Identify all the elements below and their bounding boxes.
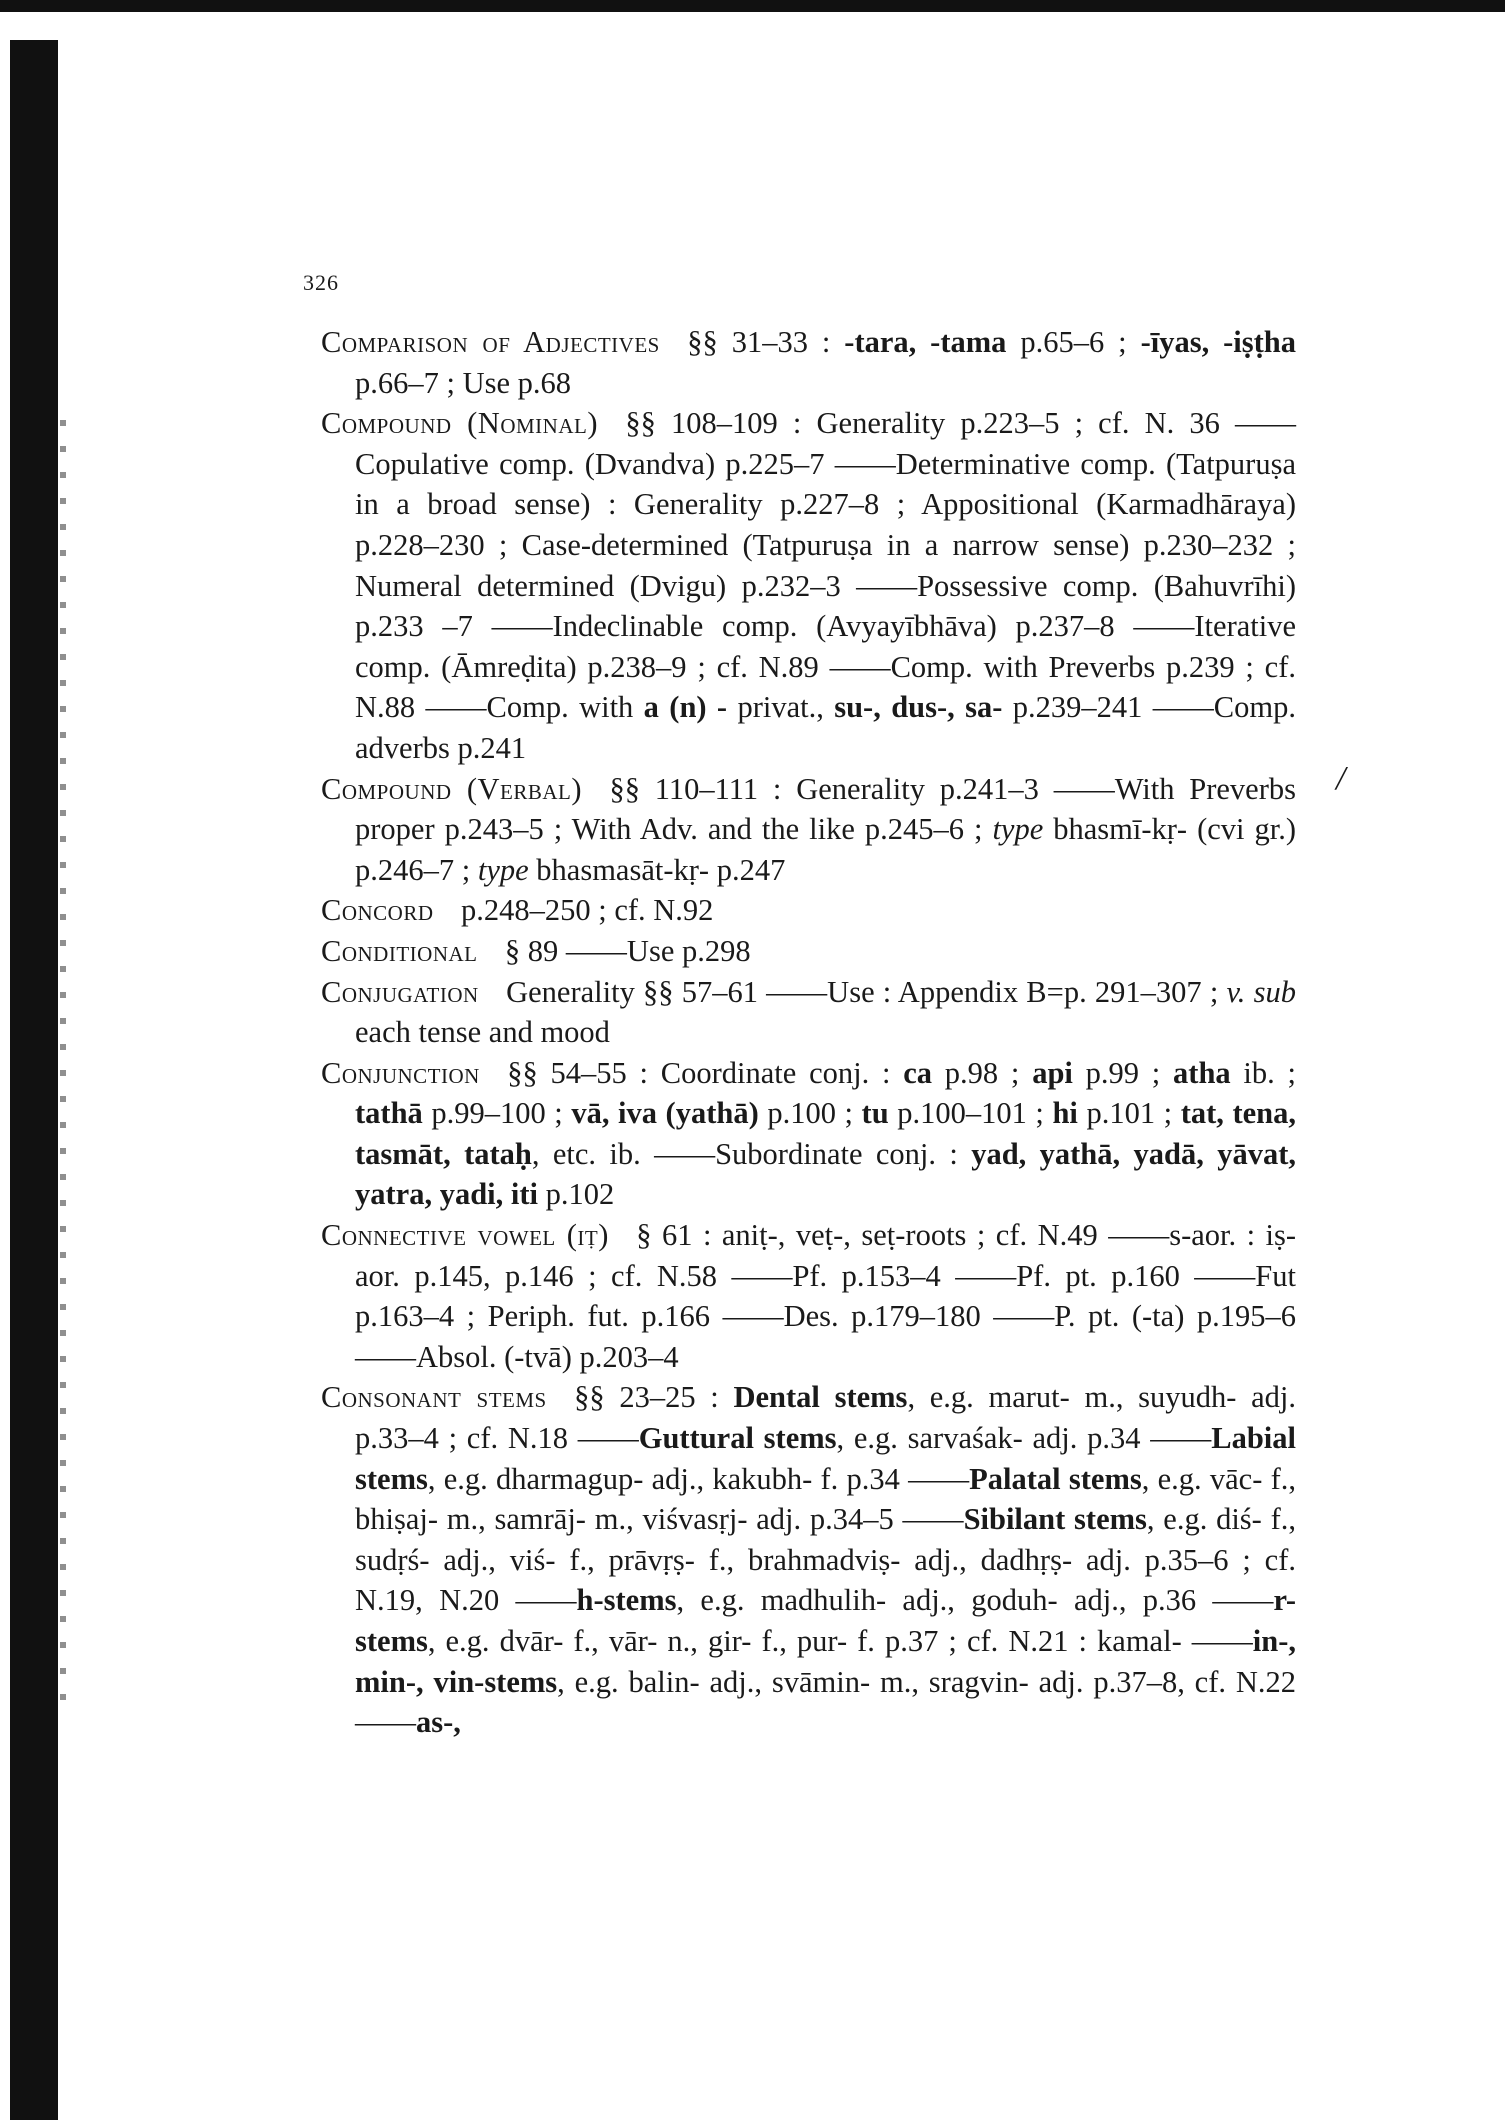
entry-text: §§ 108–109 : Generality p.223–5 ; cf. N. 36 ——Copulative comp. (Dvandva) p.225–7 ——Determinative comp. (Tatpuruṣa in a broad sense) : Generality p.227–8 ; Appositional (Karmadhāraya) p.228–230 ; Case-determined (Tatpuruṣa in a narrow sense) p.230–232 ; Numeral determined (Dvigu) p.232–3 ——Possessive comp. (Bahuvrīhi) p.233 –7 ——Indeclinable comp. (Avyayībhāva) p.237–8 ——Iterative comp. (Āmreḍita) p.238–9 ; cf. N.89 ——Comp. with Preverbs p.239 ; cf. N.88 ——Comp. with [355,406,1297,725]
bold-term: Dental stems [733,1380,908,1415]
entry-text: ib. ; [1230,1055,1297,1090]
bold-term: api [1032,1055,1073,1090]
entry-text: p.100 ; [758,1096,862,1131]
entry-text: , e.g. sarvaśak- adj. p.34 —— [836,1421,1212,1456]
entry-text: bhasmī-kṛ- (cvi gr.) p.246–7 ; [355,812,1296,887]
bold-term: tathā [355,1096,423,1131]
index-entry [321,1215,1296,1377]
bold-term: hi [1052,1096,1078,1131]
entry-text: p.248–250 ; cf. N.92 [460,893,714,928]
index-entry [321,769,1296,891]
entry-text: p.98 ; [932,1055,1033,1090]
entry-heading: Comparison of Adjectives [321,325,660,359]
entry-text: p.99 ; [1072,1055,1174,1090]
scan-top-border [0,0,1505,12]
entry-heading: Consonant stems [321,1380,547,1415]
entry-heading: Conditional [321,933,478,968]
bold-term: -tara, -tama [844,325,1007,359]
index-entry [321,322,1296,403]
entry-text: , e.g. vāc- f., bhiṣaj- m., samrāj- m., viśvasṛj- adj. p.34–5 —— [355,1461,1297,1537]
bold-term: tu [861,1096,889,1131]
entry-text: , etc. ib. ——Subordinate conj. : [531,1136,972,1171]
entry-text: p.101 ; [1077,1096,1181,1131]
entry-heading: Conjunction [321,1055,480,1090]
entry-heading: Concord [321,893,434,928]
entry-text: §§ 54–55 : Coordinate conj. : [507,1055,904,1090]
entry-heading: Connective vowel (iṭ) [321,1218,609,1253]
bold-term: ca [903,1055,933,1090]
index-entry [321,890,1296,931]
entry-text: each tense and mood [355,1015,610,1050]
italic-term: type [992,812,1044,847]
entry-text: , e.g. marut- m., suyudh- adj. p.33–4 ; cf. N.18 —— [355,1380,1297,1456]
bold-term: Palatal stems [969,1461,1142,1496]
index-entry [321,1053,1296,1215]
italic-term: type [477,852,529,887]
entry-text: p.102 [538,1177,615,1212]
bold-term: tat, tena, tasmāt, tataḥ [355,1096,1296,1171]
entry-text: , e.g. balin- adj., svāmin- m., sragvin- adj. p.37–8, cf. N.22 —— [355,1664,1296,1740]
entry-text: , e.g. dharmagup- adj., kakubh- f. p.34 —— [427,1461,970,1496]
entry-heading: Compound (Verbal) [321,771,583,806]
entry-text: p.99–100 ; [422,1096,572,1131]
bold-term: vā, iva (yathā) [571,1096,759,1131]
page-number: 326 [303,270,339,295]
bold-term: Sibilant stems [963,1502,1147,1537]
entry-text: , e.g. madhulih- adj., goduh- adj., p.36 —— [676,1583,1274,1618]
bold-term: su-, dus-, sa- [834,690,1003,725]
bold-term: r-stems [355,1583,1296,1658]
entry-text: §§ 31–33 : [687,325,845,359]
entry-text: p.100–101 ; [888,1096,1053,1131]
scan-edge-specks [60,420,66,1720]
index-entry [321,403,1296,768]
bold-term: atha [1173,1055,1231,1090]
entry-text: , e.g. dvār- f., vār- n., gir- f., pur- f. p.37 ; cf. N.21 : kamal- —— [427,1624,1253,1658]
bold-term: h-stems [576,1583,677,1618]
entry-text: §§ 110–111 : Generality p.241–3 ——With Preverbs proper p.243–5 ; With Adv. and the like p.245–6 ; [355,771,1296,847]
entry-text: p.65–6 ; [1006,325,1141,359]
index-entry [321,972,1296,1053]
entry-text: privat., [727,690,835,725]
entry-text: § 61 : aniṭ-, veṭ-, seṭ-roots ; cf. N.49 ——s-aor. : iṣ-aor. p.145, p.146 ; cf. N.58 ——Pf. p.153–4 ——Pf. pt. p.160 ——Fut p.163–4 ; Periph. fut. p.166 ——Des. p.179–180 ——P. pt. (-ta) p.195–6 ——Absol. (-tvā) p.203–4 [355,1218,1296,1374]
bold-term: as-, [416,1705,461,1740]
entry-text: p.239–241 ——Comp. adverbs p.241 [355,690,1296,765]
bold-term: Labial stems [355,1421,1296,1496]
bold-term: -īyas, -iṣṭha [1140,325,1296,359]
entry-text: bhasmasāt-kṛ- p.247 [528,852,786,887]
entry-text: §§ 23–25 : [574,1380,734,1415]
italic-term: v. sub [1226,974,1296,1009]
bold-term: a (n) - [643,690,728,725]
index-entry [321,1377,1296,1742]
entry-text: , e.g. diś- f., sudṛś- adj., viś- f., prāvṛṣ- f., brahmadviṣ- adj., dadhṛṣ- adj. p.35–6 ; cf. N.19, N.20 —— [355,1502,1296,1618]
index-entry [321,931,1296,972]
entry-text: § 89 ——Use p.298 [504,933,751,968]
bold-term: in-, min-, vin-stems [355,1624,1296,1699]
entry-text: Generality §§ 57–61 ——Use : Appendix B=p. 291–307 ; [506,974,1227,1009]
scan-binding-shadow [10,40,58,2120]
entry-heading: Conjugation [321,974,479,1009]
index-entries [321,322,1296,1743]
entry-heading: Compound (Nominal) [321,406,598,441]
bold-term: yad, yathā, yadā, yāvat, yatra, yadi, iti [355,1136,1296,1212]
bold-term: Guttural stems [638,1421,837,1456]
stray-pencil-mark: / [1336,760,1346,797]
entry-text: p.66–7 ; Use p.68 [355,365,572,400]
